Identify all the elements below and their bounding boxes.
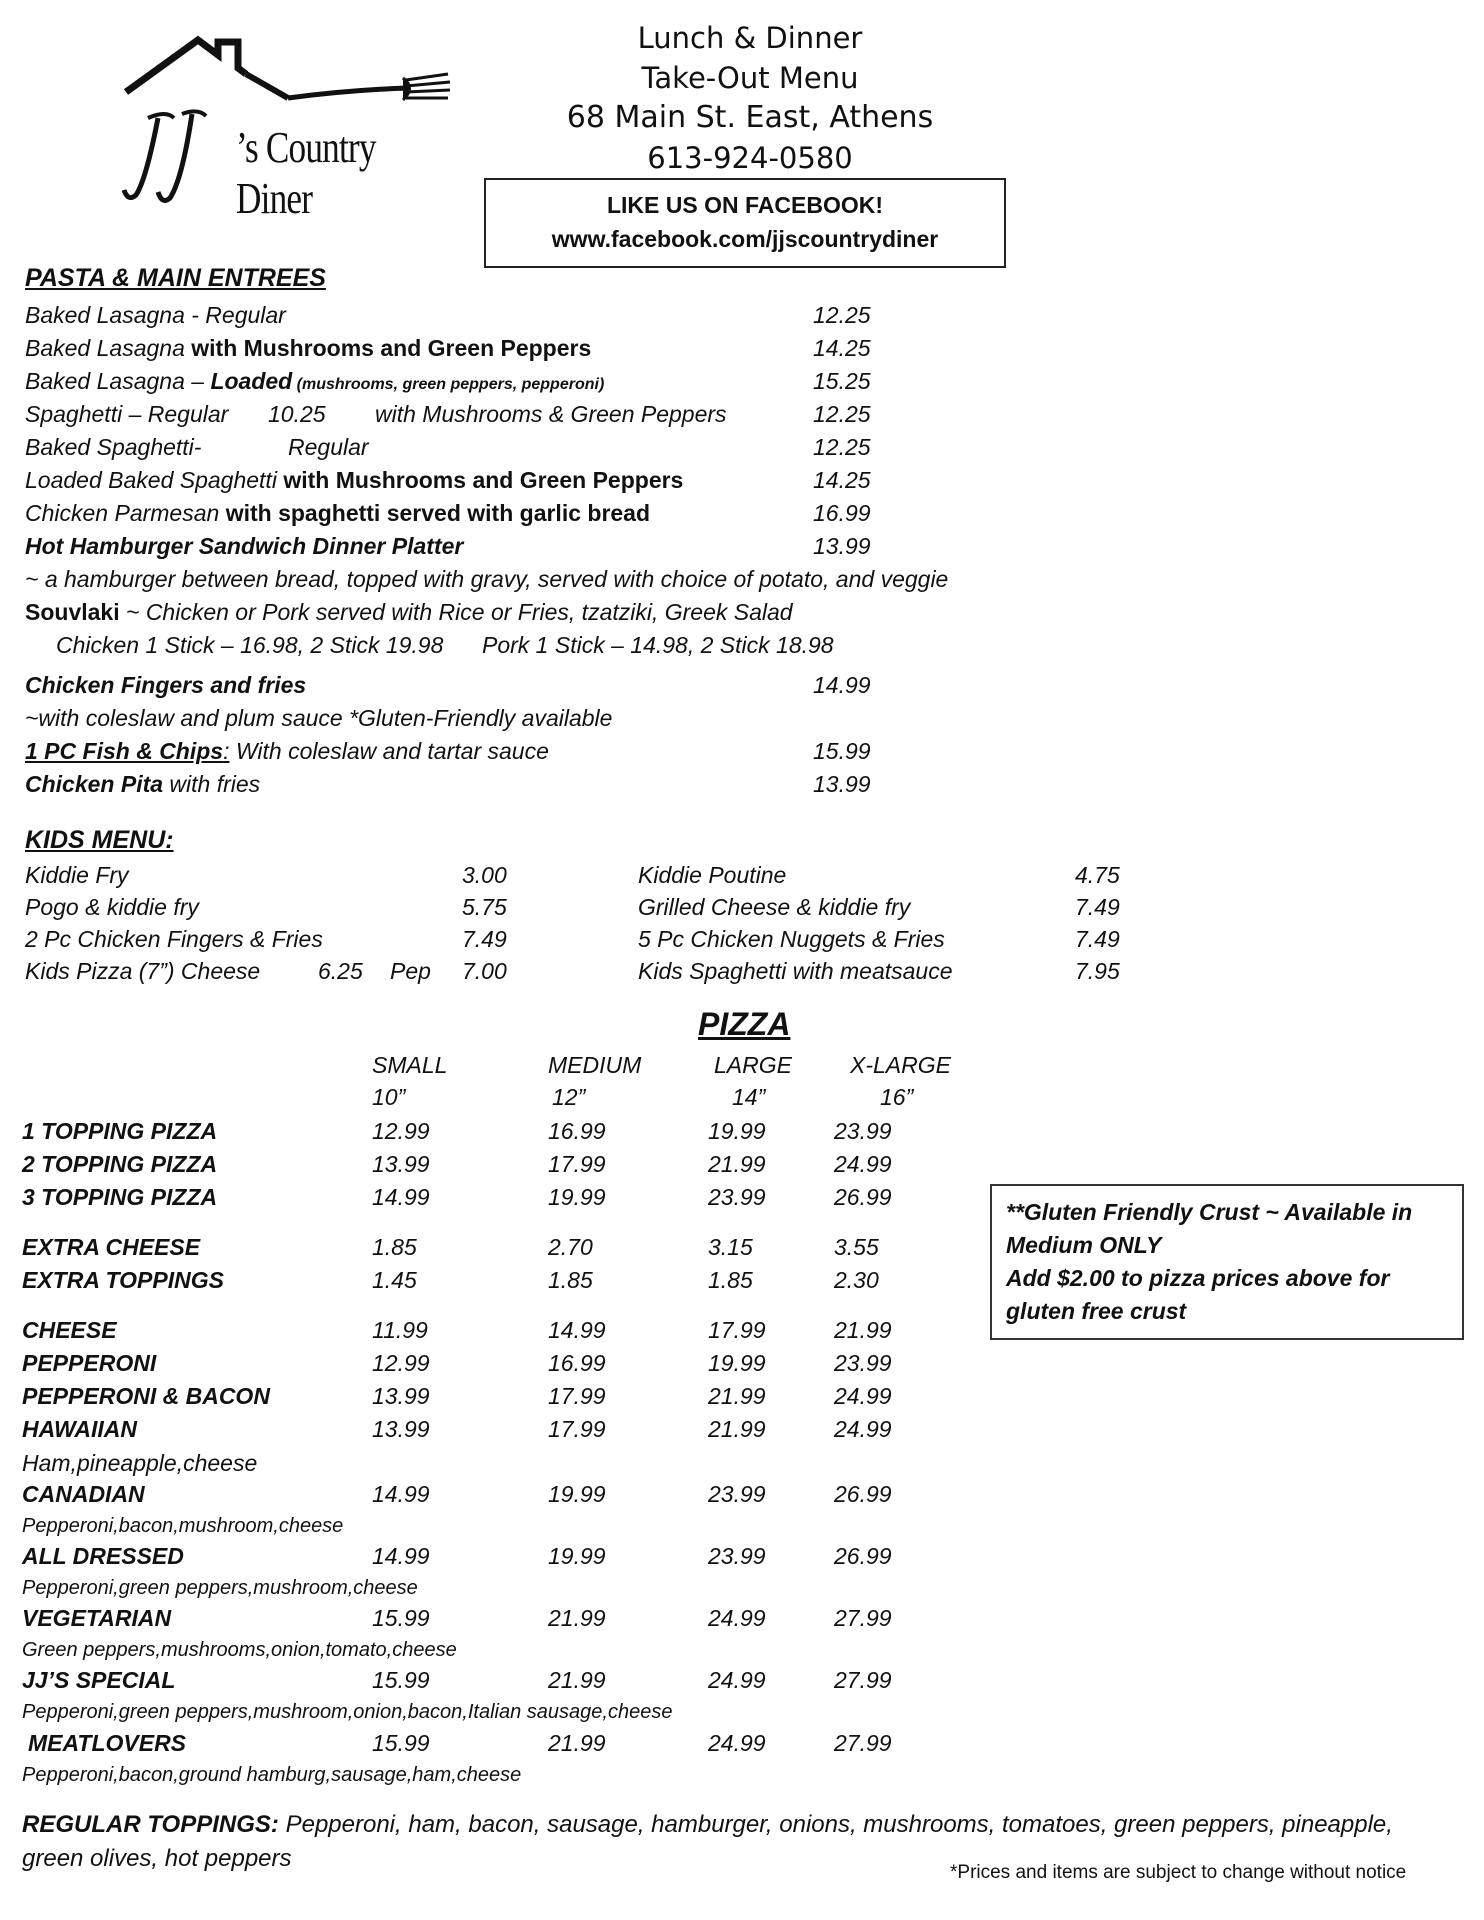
logo — [118, 30, 458, 223]
pasta-item — [0, 431, 1484, 463]
pizza-name: CANADIAN — [22, 1481, 145, 1507]
pizza-price: 27.99 — [834, 1605, 892, 1631]
pasta-item — [0, 735, 1484, 767]
size-inches: 16” — [880, 1084, 914, 1110]
logo-wordmark: ’s Country Diner — [236, 123, 376, 223]
pizza-price: 15.99 — [372, 1667, 430, 1693]
pizza-description: Pepperoni,green peppers,mushroom,onion,bacon,Italian sausage,cheese — [22, 1701, 673, 1723]
pizza-price: 3.55 — [834, 1234, 879, 1260]
pizza-price: 23.99 — [708, 1481, 766, 1507]
kids-item-price: 7.00 — [462, 958, 507, 984]
pizza-description: Pepperoni,bacon,ground hamburg,sausage,ham,cheese — [22, 1764, 522, 1786]
pizza-name: MEATLOVERS — [28, 1730, 187, 1756]
pizza-price: 26.99 — [834, 1184, 892, 1210]
pasta-item — [0, 464, 1484, 496]
pasta-item — [0, 669, 1484, 701]
pizza-row — [0, 1478, 1484, 1510]
pizza-price: 24.99 — [708, 1730, 766, 1756]
pizza-price: 14.99 — [372, 1481, 430, 1507]
pizza-price: 2.30 — [834, 1267, 879, 1293]
item-name: Baked Spaghetti- — [25, 434, 202, 460]
pizza-price: 17.99 — [548, 1383, 606, 1409]
pizza-price: 23.99 — [708, 1543, 766, 1569]
pizza-name: ALL DRESSED — [22, 1543, 184, 1569]
item-name: 1 PC Fish & Chips: With coleslaw and tartar sauce — [25, 738, 549, 764]
pasta-item — [0, 398, 1484, 430]
kids-item-price: 7.49 — [462, 926, 507, 952]
item-price: 13.99 — [813, 533, 871, 559]
pizza-price: 23.99 — [708, 1184, 766, 1210]
pizza-price: 24.99 — [708, 1667, 766, 1693]
pizza-price: 17.99 — [548, 1151, 606, 1177]
souvlaki-label: Souvlaki — [25, 599, 120, 625]
fingers-description: ~with coleslaw and plum sauce *Gluten-Friendly available — [25, 705, 613, 731]
header-phone: 613-924-0580 — [647, 141, 853, 175]
pizza-name: EXTRA TOPPINGS — [22, 1267, 224, 1293]
pizza-price: 1.45 — [372, 1267, 417, 1293]
pizza-price: 21.99 — [548, 1667, 606, 1693]
item-price: 14.25 — [813, 335, 871, 361]
pizza-price: 13.99 — [372, 1383, 430, 1409]
item-price: 16.99 — [813, 500, 871, 526]
pizza-price: 21.99 — [708, 1151, 766, 1177]
pizza-price: 15.99 — [372, 1730, 430, 1756]
pizza-price: 21.99 — [708, 1383, 766, 1409]
pizza-description: Pepperoni,green peppers,mushroom,cheese — [22, 1577, 418, 1599]
size-label: MEDIUM — [548, 1052, 642, 1078]
facebook-url[interactable]: www.facebook.com/jjscountrydiner — [551, 226, 939, 252]
pizza-description: Ham,pineapple,cheese — [22, 1450, 258, 1476]
pizza-description: Pepperoni,bacon,mushroom,cheese — [22, 1515, 344, 1537]
pizza-price: 19.99 — [708, 1118, 766, 1144]
pizza-price: 17.99 — [548, 1416, 606, 1442]
pizza-name: VEGETARIAN — [22, 1605, 172, 1631]
item-variant: with Mushrooms & Green Peppers — [375, 401, 727, 427]
item-price: 12.25 — [813, 434, 871, 460]
pasta-item — [0, 365, 1484, 397]
pizza-price: 24.99 — [834, 1383, 892, 1409]
pizza-size-labels — [0, 1049, 1484, 1081]
pasta-item — [0, 299, 1484, 331]
kids-item-price: 7.49 — [1075, 894, 1120, 920]
pizza-name: 1 TOPPING PIZZA — [22, 1118, 218, 1144]
pizza-title: PIZZA — [698, 1006, 791, 1042]
kids-row — [0, 891, 1484, 923]
pasta-item — [0, 768, 1484, 800]
souvlaki-chicken: Chicken 1 Stick – 16.98, 2 Stick 19.98 — [56, 632, 444, 658]
pizza-price: 21.99 — [834, 1317, 892, 1343]
souvlaki-prices — [0, 629, 1484, 661]
pizza-price: 26.99 — [834, 1543, 892, 1569]
kids-row — [0, 955, 1484, 987]
pizza-price: 24.99 — [708, 1605, 766, 1631]
pizza-row — [0, 1664, 1484, 1696]
kids-item-name: Kids Spaghetti with meatsauce — [638, 958, 953, 984]
pizza-price: 14.99 — [372, 1543, 430, 1569]
pizza-price: 19.99 — [548, 1481, 606, 1507]
kids-item-price: 7.49 — [1075, 926, 1120, 952]
item-name: Chicken Pita with fries — [25, 771, 261, 797]
kids-item-name: Kiddie Poutine — [638, 862, 787, 888]
size-inches: 12” — [552, 1084, 586, 1110]
pizza-price: 1.85 — [372, 1234, 417, 1260]
item-name: Hot Hamburger Sandwich Dinner Platter — [25, 533, 464, 559]
size-inches: 10” — [372, 1084, 406, 1110]
item-variant: Regular — [288, 434, 369, 460]
kids-item-name: 5 Pc Chicken Nuggets & Fries — [638, 926, 945, 952]
item-name: Spaghetti – Regular — [25, 401, 229, 427]
kids-item-name: Kids Pizza (7”) Cheese — [25, 958, 261, 984]
pizza-name: CHEESE — [22, 1317, 117, 1343]
pizza-price: 21.99 — [548, 1730, 606, 1756]
pizza-name: JJ’S SPECIAL — [22, 1667, 176, 1693]
size-inches: 14” — [732, 1084, 766, 1110]
pizza-row — [0, 1413, 1484, 1445]
kids-row — [0, 923, 1484, 955]
pizza-name: 2 TOPPING PIZZA — [22, 1151, 218, 1177]
kids-row — [0, 859, 1484, 891]
souvlaki-description: ~ Chicken or Pork served with Rice or Fries, tzatziki, Greek Salad — [119, 599, 793, 625]
souvlaki-pork: Pork 1 Stick – 14.98, 2 Stick 18.98 — [482, 632, 834, 658]
pasta-item — [0, 497, 1484, 529]
kids-title: KIDS MENU: — [25, 826, 174, 854]
item-name: Baked Lasagna – Loaded (mushrooms, green peppers, pepperoni) — [25, 368, 605, 394]
pizza-price: 24.99 — [834, 1151, 892, 1177]
kids-item-price: 5.75 — [462, 894, 507, 920]
item-price: 14.99 — [813, 672, 871, 698]
pizza-price: 26.99 — [834, 1481, 892, 1507]
pizza-price: 14.99 — [372, 1184, 430, 1210]
pizza-price: 19.99 — [548, 1184, 606, 1210]
pizza-price: 14.99 — [548, 1317, 606, 1343]
facebook-box — [484, 178, 1006, 268]
pizza-name: 3 TOPPING PIZZA — [22, 1184, 218, 1210]
size-label: SMALL — [372, 1052, 448, 1078]
pizza-price: 1.85 — [548, 1267, 593, 1293]
item-price: 15.25 — [813, 368, 871, 394]
pizza-description: Green peppers,mushrooms,onion,tomato,cheese — [22, 1639, 457, 1661]
pizza-price: 12.99 — [372, 1350, 430, 1376]
pizza-row — [0, 1380, 1484, 1412]
pizza-price: 24.99 — [834, 1416, 892, 1442]
pizza-name: EXTRA CHEESE — [22, 1234, 201, 1260]
facebook-title: LIKE US ON FACEBOOK! — [606, 192, 883, 218]
pizza-price: 13.99 — [372, 1416, 430, 1442]
pasta-item — [0, 530, 1484, 562]
pizza-price: 11.99 — [372, 1317, 428, 1343]
kids-item-name: Kiddie Fry — [25, 862, 129, 888]
pizza-name: PEPPERONI — [22, 1350, 157, 1376]
toppings-list: Pepperoni, ham, bacon, sausage, hamburger, onions, mushrooms, tomatoes, green peppers, pineapple, green olives, hot peppers — [22, 1811, 1393, 1872]
pizza-price: 13.99 — [372, 1151, 430, 1177]
item-name: Baked Lasagna with Mushrooms and Green Peppers — [25, 335, 592, 361]
pizza-price: 27.99 — [834, 1730, 892, 1756]
kids-item-name: 2 Pc Chicken Fingers & Fries — [25, 926, 323, 952]
kids-item-price: 4.75 — [1075, 862, 1120, 888]
size-label: X-LARGE — [850, 1052, 951, 1078]
kids-pep-label: Pep — [390, 958, 431, 984]
pizza-row — [0, 1602, 1484, 1634]
pizza-price: 21.99 — [548, 1605, 606, 1631]
pizza-row — [0, 1540, 1484, 1572]
pasta-title: PASTA & MAIN ENTREES — [25, 264, 326, 292]
pizza-price: 27.99 — [834, 1667, 892, 1693]
pizza-price: 19.99 — [708, 1350, 766, 1376]
size-label: LARGE — [714, 1052, 792, 1078]
pizza-price: 3.15 — [708, 1234, 753, 1260]
item-name: Baked Lasagna - Regular — [25, 302, 286, 328]
pizza-size-inches — [0, 1081, 1484, 1113]
pizza-price: 23.99 — [834, 1350, 892, 1376]
pizza-price: 16.99 — [548, 1118, 606, 1144]
item-name: Chicken Parmesan with spaghetti served with garlic bread — [25, 500, 651, 526]
pizza-row — [0, 1115, 1484, 1147]
pizza-price: 1.85 — [708, 1267, 753, 1293]
kids-item-price: 6.25 — [318, 958, 363, 984]
hamburger-description: ~ a hamburger between bread, topped with gravy, served with choice of potato, and veggie — [25, 566, 949, 592]
kids-item-name: Grilled Cheese & kiddie fry — [638, 894, 911, 920]
gluten-friendly-note: **Gluten Friendly Crust ~ Available in Medium ONLY Add $2.00 to pizza prices above for gluten free crust — [990, 1184, 1464, 1340]
item-name: Loaded Baked Spaghetti with Mushrooms and Green Peppers — [25, 467, 684, 493]
pizza-price: 23.99 — [834, 1118, 892, 1144]
header-line-1: Lunch & Dinner — [637, 21, 863, 55]
header-address: 68 Main St. East, Athens — [566, 100, 934, 135]
pizza-price: 15.99 — [372, 1605, 430, 1631]
kids-item-price: 3.00 — [462, 862, 507, 888]
pasta-item — [0, 332, 1484, 364]
kids-item-name: Pogo & kiddie fry — [25, 894, 199, 920]
pizza-price: 19.99 — [548, 1543, 606, 1569]
souvlaki-item — [0, 596, 1484, 628]
item-price: 12.25 — [813, 302, 871, 328]
pizza-row — [0, 1347, 1484, 1379]
header-line-2: Take-Out Menu — [641, 61, 859, 95]
pizza-row — [0, 1148, 1484, 1180]
pizza-price: 21.99 — [708, 1416, 766, 1442]
pizza-price: 12.99 — [372, 1118, 430, 1144]
pizza-name: PEPPERONI & BACON — [22, 1383, 270, 1409]
item-price: 13.99 — [813, 771, 871, 797]
header — [440, 18, 1060, 178]
pizza-name: HAWAIIAN — [22, 1416, 137, 1442]
price-notice: *Prices and items are subject to change without notice — [950, 1862, 1407, 1883]
pizza-price: 16.99 — [548, 1350, 606, 1376]
item-price-regular: 10.25 — [268, 401, 326, 427]
toppings-label: REGULAR TOPPINGS: — [22, 1811, 279, 1838]
pizza-price: 2.70 — [548, 1234, 593, 1260]
item-price: 15.99 — [813, 738, 871, 764]
item-name: Chicken Fingers and fries — [25, 672, 307, 698]
pizza-price: 17.99 — [708, 1317, 766, 1343]
item-price: 14.25 — [813, 467, 871, 493]
pizza-row — [0, 1727, 1484, 1759]
item-price: 12.25 — [813, 401, 871, 427]
kids-item-price: 7.95 — [1075, 958, 1120, 984]
